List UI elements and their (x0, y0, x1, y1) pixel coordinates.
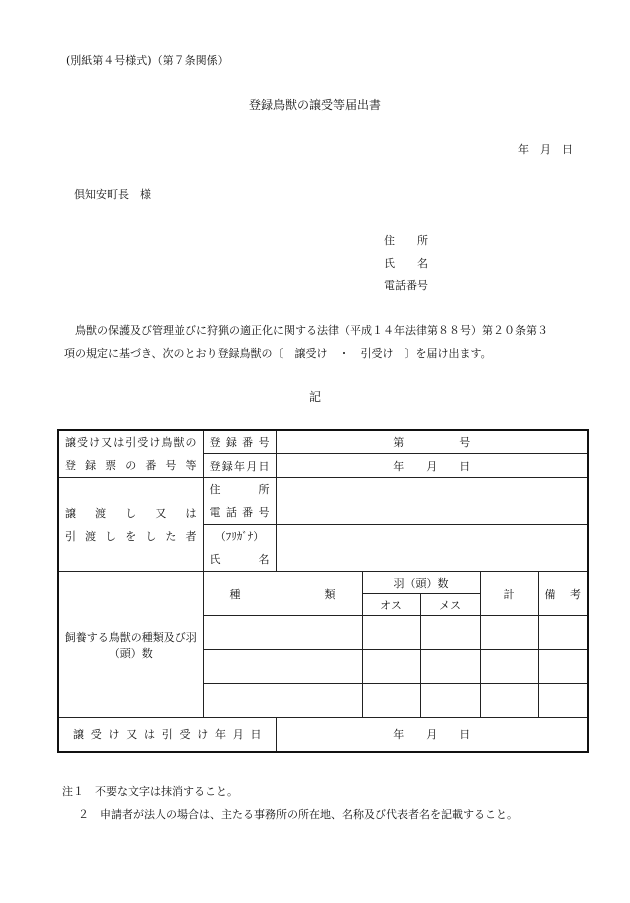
transferor-group-label (58, 478, 203, 572)
furigana-name-labels (203, 525, 276, 572)
reg-label-line-2: 登録票の番号等 (65, 459, 197, 472)
total-cell[interactable] (480, 650, 538, 684)
species-count-label: 飼養する鳥獣の種類及び羽（頭）数 (58, 572, 203, 718)
note-2: ２ 申請者が法人の場合は、主たる事務所の所在地、名称及び代表者名を記載すること。 (78, 808, 518, 821)
transferor-name-field[interactable] (276, 525, 588, 572)
applicant-address-label: 住 所 (384, 234, 428, 247)
remarks-cell[interactable] (538, 684, 588, 718)
reg-date-label: 登録年月日 (203, 454, 276, 478)
male-count-cell[interactable] (362, 684, 420, 718)
ki-heading: 記 (308, 390, 321, 404)
male-count-cell[interactable] (362, 616, 420, 650)
body-text (64, 319, 584, 365)
col-species-header: 種類 (203, 572, 362, 616)
document-title: 登録鳥獣の譲受等届出書 (248, 98, 381, 112)
male-count-cell[interactable] (362, 650, 420, 684)
notes (62, 780, 518, 826)
body-line-2: 項の規定に基づき、次のとおり登録鳥獣の〔 譲受け ・ 引受け 〕を届け出ます。 (64, 347, 492, 360)
submission-date: 年 月 日 (518, 143, 573, 156)
female-count-cell[interactable] (420, 684, 480, 718)
col-male-header: オス (362, 594, 420, 616)
remarks-cell[interactable] (538, 616, 588, 650)
transferor-label-line-1: 譲渡し又は (65, 506, 197, 520)
species-cell[interactable] (203, 684, 362, 718)
col-total-header: 計 (480, 572, 538, 616)
transferor-label-line-2: 引渡しをした者 (65, 529, 197, 543)
transferor-name-label: 氏名 (209, 553, 270, 566)
transfer-date-label: 譲受け又は引受け年月日 (58, 718, 276, 752)
form-label: (別紙第４号様式)（第７条関係） (66, 54, 229, 67)
col-female-header: メス (420, 594, 480, 616)
transferor-address-phone-field[interactable] (276, 478, 588, 525)
remarks-cell[interactable] (538, 650, 588, 684)
applicant-phone-label: 電話番号 (384, 279, 428, 292)
addressee: 倶知安町長 様 (74, 188, 151, 201)
transfer-date-field[interactable]: 年 月 日 (276, 718, 588, 752)
applicant-name-label: 氏 名 (384, 257, 428, 270)
reg-date-field[interactable]: 年 月 日 (276, 454, 588, 478)
reg-number-label: 登録番号 (203, 430, 276, 454)
col-count-header: 羽（頭）数 (362, 572, 480, 594)
female-count-cell[interactable] (420, 616, 480, 650)
address-phone-labels (203, 478, 276, 525)
species-cell[interactable] (203, 650, 362, 684)
body-line-1: 鳥獣の保護及び管理並びに狩猟の適正化に関する法律（平成１４年法律第８８号）第２０条第３ (75, 324, 548, 337)
col-remarks-header: 備考 (538, 572, 588, 616)
total-cell[interactable] (480, 616, 538, 650)
female-count-cell[interactable] (420, 650, 480, 684)
registration-number-group-label (58, 430, 203, 478)
reg-label-line-1: 譲受け又は引受け鳥獣の (65, 436, 197, 449)
reg-number-field[interactable]: 第 号 (276, 430, 588, 454)
transferor-phone-label: 電話番号 (209, 506, 270, 519)
registration-form-table (57, 429, 589, 753)
total-cell[interactable] (480, 684, 538, 718)
transferor-address-label: 住所 (209, 483, 270, 496)
furigana-label: （ﾌﾘｶﾞﾅ） (214, 530, 265, 543)
species-cell[interactable] (203, 616, 362, 650)
note-1: 注１ 不要な文字は抹消すること。 (62, 785, 238, 798)
